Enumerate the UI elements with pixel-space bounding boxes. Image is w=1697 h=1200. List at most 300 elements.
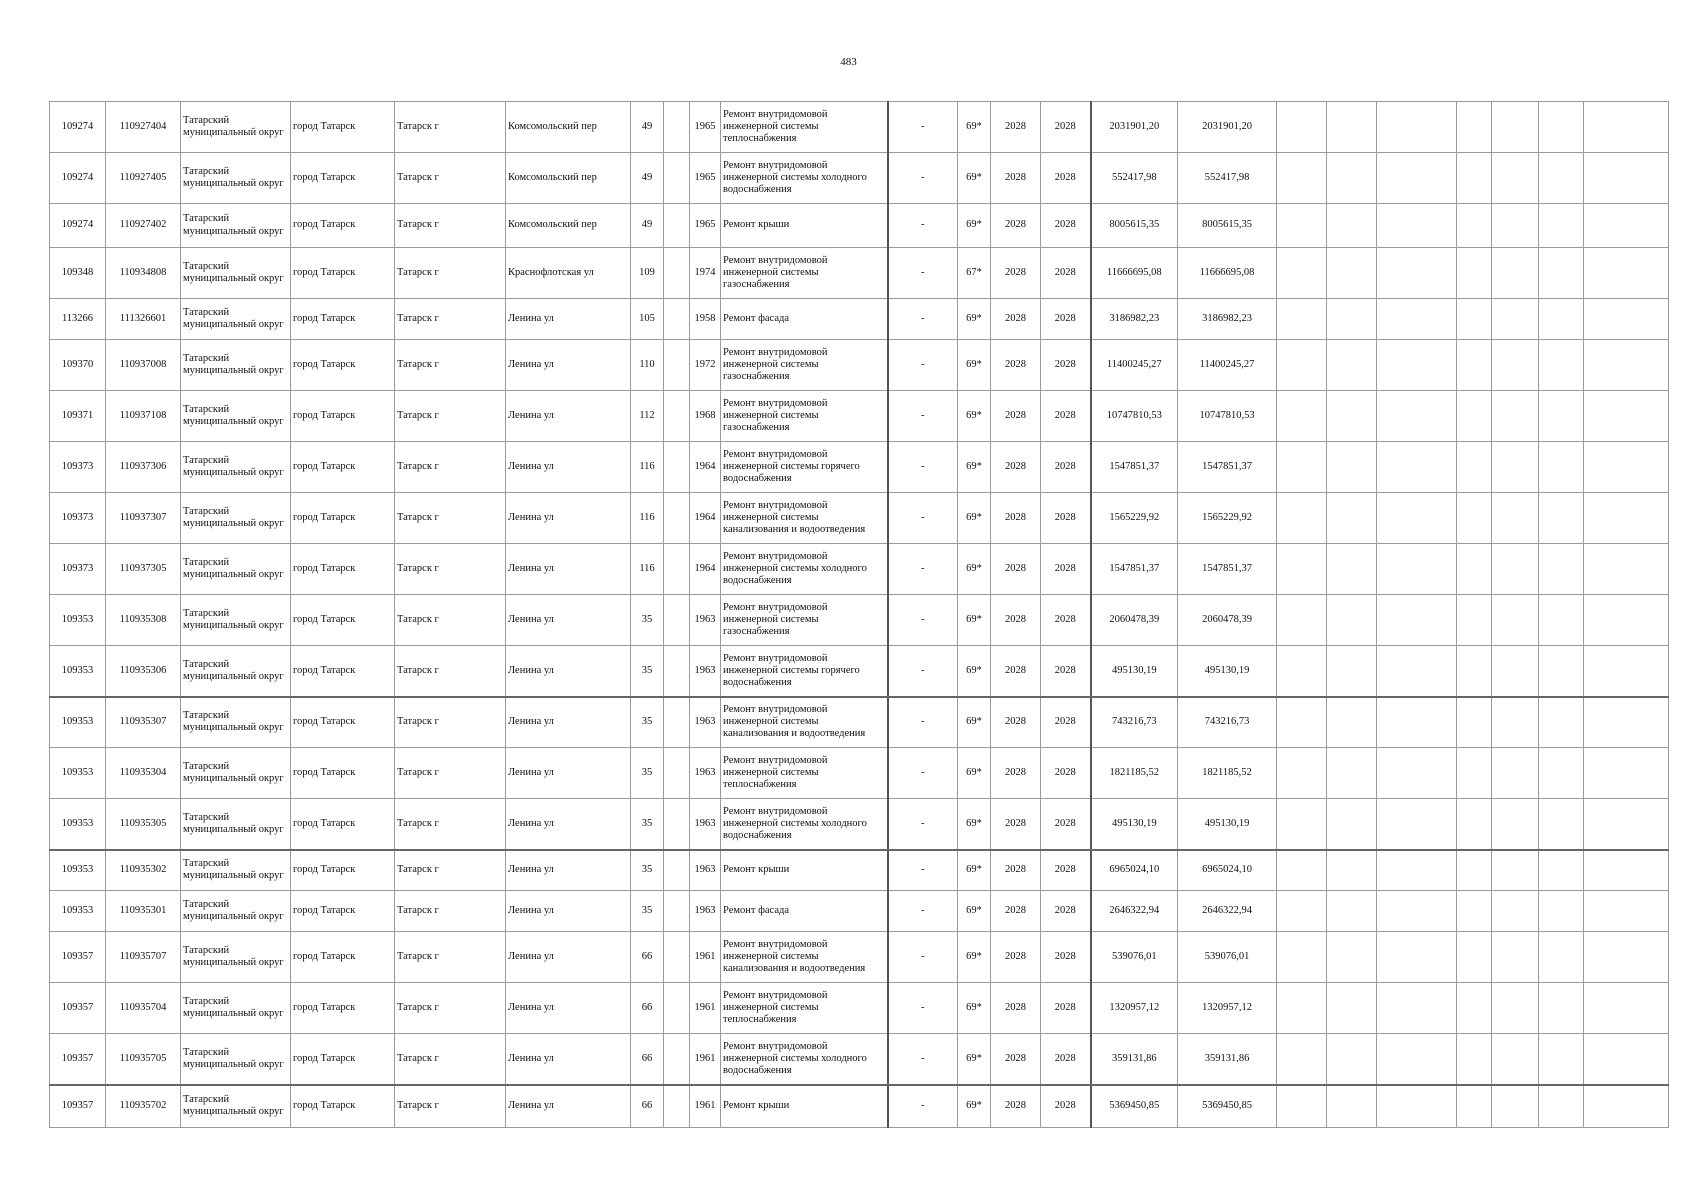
cell-locality: Татарск г bbox=[395, 595, 506, 646]
cell-year-built: 1963 bbox=[690, 799, 721, 850]
cell-municipality: Татарский муниципальный округ bbox=[181, 1034, 291, 1085]
cell-extra-2 bbox=[1327, 799, 1377, 850]
cell-wear-percent: 69* bbox=[958, 153, 991, 204]
cell-work-id: 110935707 bbox=[106, 932, 181, 983]
cell-street: Ленина ул bbox=[506, 340, 631, 391]
cell-cost: 743216,73 bbox=[1091, 697, 1178, 748]
table-row bbox=[50, 391, 1669, 442]
cell-building bbox=[664, 1085, 690, 1128]
cell-extra-3 bbox=[1377, 891, 1457, 932]
cell-municipality: Татарский муниципальный округ bbox=[181, 983, 291, 1034]
cell-year-built: 1958 bbox=[690, 299, 721, 340]
cell-extra-7 bbox=[1584, 891, 1669, 932]
cell-work-type: Ремонт внутридомовой инженерной системы теплоснабжения bbox=[721, 748, 888, 799]
cell-year-end: 2028 bbox=[1041, 153, 1091, 204]
cell-extra-5 bbox=[1492, 391, 1539, 442]
cell-work-type: Ремонт внутридомовой инженерной системы горячего водоснабжения bbox=[721, 442, 888, 493]
cell-house-number: 105 bbox=[631, 299, 664, 340]
cell-building bbox=[664, 544, 690, 595]
cell-year-start: 2028 bbox=[991, 391, 1041, 442]
cell-cost: 1320957,12 bbox=[1091, 983, 1178, 1034]
cell-building bbox=[664, 748, 690, 799]
cell-extra-1 bbox=[1277, 391, 1327, 442]
cell-locality: Татарск г bbox=[395, 299, 506, 340]
cell-extra-4 bbox=[1457, 748, 1492, 799]
cell-wear-percent: 69* bbox=[958, 983, 991, 1034]
cell-street: Ленина ул bbox=[506, 646, 631, 697]
cell-extra-6 bbox=[1539, 697, 1584, 748]
cell-settlement: город Татарск bbox=[291, 102, 395, 153]
cell-extra-2 bbox=[1327, 544, 1377, 595]
cell-extra-3 bbox=[1377, 544, 1457, 595]
cell-extra-7 bbox=[1584, 102, 1669, 153]
cell-extra-7 bbox=[1584, 850, 1669, 891]
table-row bbox=[50, 102, 1669, 153]
cell-extra-6 bbox=[1539, 1034, 1584, 1085]
cell-work-id: 110935705 bbox=[106, 1034, 181, 1085]
cell-locality: Татарск г bbox=[395, 891, 506, 932]
cell-building bbox=[664, 850, 690, 891]
cell-work-id: 110935302 bbox=[106, 850, 181, 891]
cell-work-id: 110935308 bbox=[106, 595, 181, 646]
cell-extra-7 bbox=[1584, 697, 1669, 748]
cell-extra-3 bbox=[1377, 493, 1457, 544]
cell-wear-percent: 69* bbox=[958, 748, 991, 799]
cell-year-end: 2028 bbox=[1041, 493, 1091, 544]
cell-note: - bbox=[888, 850, 958, 891]
cell-cost: 2060478,39 bbox=[1091, 595, 1178, 646]
table-row bbox=[50, 442, 1669, 493]
table-row bbox=[50, 299, 1669, 340]
cell-cost-total: 359131,86 bbox=[1178, 1034, 1277, 1085]
cell-work-id: 110935306 bbox=[106, 646, 181, 697]
cell-year-start: 2028 bbox=[991, 340, 1041, 391]
cell-locality: Татарск г bbox=[395, 102, 506, 153]
cell-locality: Татарск г bbox=[395, 983, 506, 1034]
cell-work-id: 110935702 bbox=[106, 1085, 181, 1128]
cell-work-type: Ремонт внутридомовой инженерной системы холодного водоснабжения bbox=[721, 799, 888, 850]
cell-extra-6 bbox=[1539, 493, 1584, 544]
cell-extra-4 bbox=[1457, 544, 1492, 595]
cell-street: Комсомольский пер bbox=[506, 153, 631, 204]
cell-extra-5 bbox=[1492, 646, 1539, 697]
cell-extra-3 bbox=[1377, 983, 1457, 1034]
cell-work-type: Ремонт внутридомовой инженерной системы канализования и водоотведения bbox=[721, 697, 888, 748]
cell-settlement: город Татарск bbox=[291, 204, 395, 248]
cell-extra-3 bbox=[1377, 595, 1457, 646]
cell-year-built: 1963 bbox=[690, 891, 721, 932]
cell-cost-total: 552417,98 bbox=[1178, 153, 1277, 204]
cell-note: - bbox=[888, 799, 958, 850]
cell-work-type: Ремонт внутридомовой инженерной системы теплоснабжения bbox=[721, 102, 888, 153]
cell-extra-3 bbox=[1377, 340, 1457, 391]
cell-extra-7 bbox=[1584, 646, 1669, 697]
cell-extra-3 bbox=[1377, 646, 1457, 697]
cell-year-start: 2028 bbox=[991, 248, 1041, 299]
cell-extra-2 bbox=[1327, 697, 1377, 748]
cell-extra-7 bbox=[1584, 340, 1669, 391]
cell-street: Ленина ул bbox=[506, 697, 631, 748]
cell-extra-3 bbox=[1377, 697, 1457, 748]
cell-building bbox=[664, 983, 690, 1034]
cell-street: Ленина ул bbox=[506, 493, 631, 544]
cell-year-end: 2028 bbox=[1041, 299, 1091, 340]
cell-house-id: 109373 bbox=[50, 493, 106, 544]
cell-extra-5 bbox=[1492, 891, 1539, 932]
cell-cost: 552417,98 bbox=[1091, 153, 1178, 204]
cell-extra-5 bbox=[1492, 697, 1539, 748]
cell-cost: 1565229,92 bbox=[1091, 493, 1178, 544]
page-number: 483 bbox=[840, 56, 857, 68]
cell-building bbox=[664, 1034, 690, 1085]
cell-street: Ленина ул bbox=[506, 983, 631, 1034]
cell-house-number: 35 bbox=[631, 748, 664, 799]
cell-extra-2 bbox=[1327, 646, 1377, 697]
cell-house-number: 66 bbox=[631, 932, 664, 983]
cell-house-number: 49 bbox=[631, 204, 664, 248]
cell-cost: 1547851,37 bbox=[1091, 442, 1178, 493]
cell-year-end: 2028 bbox=[1041, 204, 1091, 248]
cell-cost-total: 2031901,20 bbox=[1178, 102, 1277, 153]
cell-municipality: Татарский муниципальный округ bbox=[181, 248, 291, 299]
cell-year-end: 2028 bbox=[1041, 442, 1091, 493]
cell-work-type: Ремонт внутридомовой инженерной системы газоснабжения bbox=[721, 340, 888, 391]
cell-work-type: Ремонт внутридомовой инженерной системы холодного водоснабжения bbox=[721, 544, 888, 595]
cell-year-start: 2028 bbox=[991, 891, 1041, 932]
cell-wear-percent: 69* bbox=[958, 697, 991, 748]
cell-year-start: 2028 bbox=[991, 442, 1041, 493]
cell-municipality: Татарский муниципальный округ bbox=[181, 748, 291, 799]
cell-extra-1 bbox=[1277, 799, 1327, 850]
cell-work-id: 110937306 bbox=[106, 442, 181, 493]
cell-work-type: Ремонт крыши bbox=[721, 204, 888, 248]
cell-locality: Татарск г bbox=[395, 932, 506, 983]
cell-extra-3 bbox=[1377, 204, 1457, 248]
cell-year-start: 2028 bbox=[991, 153, 1041, 204]
cell-year-end: 2028 bbox=[1041, 544, 1091, 595]
cell-extra-1 bbox=[1277, 248, 1327, 299]
cell-municipality: Татарский муниципальный округ bbox=[181, 891, 291, 932]
cell-year-end: 2028 bbox=[1041, 850, 1091, 891]
cell-street: Краснофлотская ул bbox=[506, 248, 631, 299]
cell-locality: Татарск г bbox=[395, 1085, 506, 1128]
cell-street: Комсомольский пер bbox=[506, 204, 631, 248]
cell-extra-6 bbox=[1539, 891, 1584, 932]
cell-cost: 10747810,53 bbox=[1091, 391, 1178, 442]
cell-cost: 5369450,85 bbox=[1091, 1085, 1178, 1128]
cell-note: - bbox=[888, 248, 958, 299]
cell-cost-total: 495130,19 bbox=[1178, 646, 1277, 697]
cell-wear-percent: 67* bbox=[958, 248, 991, 299]
cell-house-id: 109357 bbox=[50, 983, 106, 1034]
cell-note: - bbox=[888, 442, 958, 493]
cell-extra-7 bbox=[1584, 1085, 1669, 1128]
cell-extra-1 bbox=[1277, 544, 1327, 595]
table-row bbox=[50, 493, 1669, 544]
cell-extra-7 bbox=[1584, 595, 1669, 646]
cell-year-start: 2028 bbox=[991, 299, 1041, 340]
cell-house-number: 35 bbox=[631, 697, 664, 748]
cell-settlement: город Татарск bbox=[291, 248, 395, 299]
cell-house-id: 109371 bbox=[50, 391, 106, 442]
cell-settlement: город Татарск bbox=[291, 799, 395, 850]
table-row bbox=[50, 595, 1669, 646]
cell-extra-1 bbox=[1277, 102, 1327, 153]
cell-building bbox=[664, 102, 690, 153]
cell-extra-2 bbox=[1327, 595, 1377, 646]
cell-extra-4 bbox=[1457, 1034, 1492, 1085]
cell-settlement: город Татарск bbox=[291, 646, 395, 697]
cell-year-built: 1968 bbox=[690, 391, 721, 442]
cell-extra-7 bbox=[1584, 442, 1669, 493]
cell-cost-total: 3186982,23 bbox=[1178, 299, 1277, 340]
cell-extra-6 bbox=[1539, 340, 1584, 391]
cell-municipality: Татарский муниципальный округ bbox=[181, 850, 291, 891]
cell-year-end: 2028 bbox=[1041, 248, 1091, 299]
cell-street: Ленина ул bbox=[506, 891, 631, 932]
cell-extra-1 bbox=[1277, 153, 1327, 204]
cell-extra-5 bbox=[1492, 1034, 1539, 1085]
cell-cost-total: 5369450,85 bbox=[1178, 1085, 1277, 1128]
cell-extra-7 bbox=[1584, 391, 1669, 442]
cell-work-id: 110937108 bbox=[106, 391, 181, 442]
cell-year-start: 2028 bbox=[991, 1034, 1041, 1085]
cell-extra-6 bbox=[1539, 646, 1584, 697]
cell-settlement: город Татарск bbox=[291, 697, 395, 748]
table-row bbox=[50, 544, 1669, 595]
cell-house-id: 109370 bbox=[50, 340, 106, 391]
cell-street: Комсомольский пер bbox=[506, 102, 631, 153]
cell-extra-3 bbox=[1377, 748, 1457, 799]
cell-house-number: 116 bbox=[631, 544, 664, 595]
cell-year-end: 2028 bbox=[1041, 340, 1091, 391]
cell-extra-6 bbox=[1539, 299, 1584, 340]
cell-extra-3 bbox=[1377, 299, 1457, 340]
cell-street: Ленина ул bbox=[506, 299, 631, 340]
cell-house-number: 109 bbox=[631, 248, 664, 299]
table-row bbox=[50, 799, 1669, 850]
cell-house-number: 66 bbox=[631, 1034, 664, 1085]
cell-house-number: 35 bbox=[631, 595, 664, 646]
cell-extra-6 bbox=[1539, 850, 1584, 891]
cell-extra-4 bbox=[1457, 932, 1492, 983]
cell-extra-6 bbox=[1539, 748, 1584, 799]
cell-building bbox=[664, 932, 690, 983]
cell-work-id: 110934808 bbox=[106, 248, 181, 299]
cell-street: Ленина ул bbox=[506, 1034, 631, 1085]
cell-extra-7 bbox=[1584, 983, 1669, 1034]
cell-wear-percent: 69* bbox=[958, 340, 991, 391]
cell-year-built: 1963 bbox=[690, 646, 721, 697]
cell-year-end: 2028 bbox=[1041, 932, 1091, 983]
cell-locality: Татарск г bbox=[395, 493, 506, 544]
cell-house-id: 109373 bbox=[50, 544, 106, 595]
cell-street: Ленина ул bbox=[506, 748, 631, 799]
cell-house-id: 109373 bbox=[50, 442, 106, 493]
cell-extra-4 bbox=[1457, 1085, 1492, 1128]
cell-extra-2 bbox=[1327, 153, 1377, 204]
cell-wear-percent: 69* bbox=[958, 493, 991, 544]
cell-locality: Татарск г bbox=[395, 544, 506, 595]
cell-year-built: 1963 bbox=[690, 748, 721, 799]
cell-street: Ленина ул bbox=[506, 850, 631, 891]
cell-year-built: 1963 bbox=[690, 850, 721, 891]
cell-house-id: 109353 bbox=[50, 748, 106, 799]
cell-locality: Татарск г bbox=[395, 153, 506, 204]
cell-extra-1 bbox=[1277, 493, 1327, 544]
table-row bbox=[50, 153, 1669, 204]
cell-extra-5 bbox=[1492, 799, 1539, 850]
cell-locality: Татарск г bbox=[395, 340, 506, 391]
cell-settlement: город Татарск bbox=[291, 544, 395, 595]
cell-note: - bbox=[888, 646, 958, 697]
cell-settlement: город Татарск bbox=[291, 1085, 395, 1128]
cell-work-type: Ремонт внутридомовой инженерной системы холодного водоснабжения bbox=[721, 153, 888, 204]
cell-extra-2 bbox=[1327, 340, 1377, 391]
table-row bbox=[50, 340, 1669, 391]
cell-settlement: город Татарск bbox=[291, 391, 395, 442]
cell-extra-2 bbox=[1327, 204, 1377, 248]
cell-year-end: 2028 bbox=[1041, 748, 1091, 799]
cell-extra-4 bbox=[1457, 799, 1492, 850]
cell-year-start: 2028 bbox=[991, 983, 1041, 1034]
cell-wear-percent: 69* bbox=[958, 891, 991, 932]
cell-house-number: 116 bbox=[631, 493, 664, 544]
cell-extra-7 bbox=[1584, 544, 1669, 595]
cell-extra-5 bbox=[1492, 442, 1539, 493]
cell-extra-3 bbox=[1377, 442, 1457, 493]
cell-locality: Татарск г bbox=[395, 204, 506, 248]
cell-extra-6 bbox=[1539, 204, 1584, 248]
cell-extra-2 bbox=[1327, 1085, 1377, 1128]
table-row bbox=[50, 983, 1669, 1034]
cell-house-id: 109353 bbox=[50, 697, 106, 748]
cell-extra-4 bbox=[1457, 891, 1492, 932]
cell-extra-2 bbox=[1327, 748, 1377, 799]
cell-extra-5 bbox=[1492, 248, 1539, 299]
cell-settlement: город Татарск bbox=[291, 748, 395, 799]
cell-extra-2 bbox=[1327, 983, 1377, 1034]
cell-extra-2 bbox=[1327, 493, 1377, 544]
cell-extra-4 bbox=[1457, 493, 1492, 544]
cell-extra-2 bbox=[1327, 850, 1377, 891]
cell-extra-7 bbox=[1584, 932, 1669, 983]
cell-year-start: 2028 bbox=[991, 493, 1041, 544]
cell-extra-3 bbox=[1377, 850, 1457, 891]
cell-cost-total: 1821185,52 bbox=[1178, 748, 1277, 799]
cell-locality: Татарск г bbox=[395, 799, 506, 850]
cell-house-number: 66 bbox=[631, 983, 664, 1034]
cell-extra-5 bbox=[1492, 850, 1539, 891]
cell-work-type: Ремонт внутридомовой инженерной системы холодного водоснабжения bbox=[721, 1034, 888, 1085]
cell-house-number: 112 bbox=[631, 391, 664, 442]
cell-extra-6 bbox=[1539, 932, 1584, 983]
cell-building bbox=[664, 391, 690, 442]
cell-extra-3 bbox=[1377, 1085, 1457, 1128]
cell-year-built: 1963 bbox=[690, 595, 721, 646]
cell-locality: Татарск г bbox=[395, 1034, 506, 1085]
cell-cost-total: 11400245,27 bbox=[1178, 340, 1277, 391]
cell-work-id: 110935305 bbox=[106, 799, 181, 850]
cell-year-built: 1965 bbox=[690, 153, 721, 204]
cell-house-id: 109353 bbox=[50, 850, 106, 891]
cell-work-type: Ремонт внутридомовой инженерной системы горячего водоснабжения bbox=[721, 646, 888, 697]
cell-house-id: 109348 bbox=[50, 248, 106, 299]
cell-year-built: 1963 bbox=[690, 697, 721, 748]
cell-settlement: город Татарск bbox=[291, 1034, 395, 1085]
cell-settlement: город Татарск bbox=[291, 442, 395, 493]
cell-year-start: 2028 bbox=[991, 697, 1041, 748]
cell-extra-3 bbox=[1377, 248, 1457, 299]
cell-extra-1 bbox=[1277, 983, 1327, 1034]
cell-house-number: 49 bbox=[631, 153, 664, 204]
cell-house-id: 109274 bbox=[50, 102, 106, 153]
cell-street: Ленина ул bbox=[506, 442, 631, 493]
cell-wear-percent: 69* bbox=[958, 595, 991, 646]
cell-extra-5 bbox=[1492, 204, 1539, 248]
table-row bbox=[50, 646, 1669, 697]
cell-municipality: Татарский муниципальный округ bbox=[181, 442, 291, 493]
cell-note: - bbox=[888, 697, 958, 748]
cell-house-number: 35 bbox=[631, 850, 664, 891]
cell-building bbox=[664, 891, 690, 932]
cell-building bbox=[664, 493, 690, 544]
cell-cost: 2031901,20 bbox=[1091, 102, 1178, 153]
cell-extra-6 bbox=[1539, 983, 1584, 1034]
cell-house-id: 109353 bbox=[50, 799, 106, 850]
cell-extra-5 bbox=[1492, 102, 1539, 153]
cell-extra-6 bbox=[1539, 102, 1584, 153]
cell-extra-7 bbox=[1584, 493, 1669, 544]
cell-note: - bbox=[888, 932, 958, 983]
cell-cost: 11400245,27 bbox=[1091, 340, 1178, 391]
cell-wear-percent: 69* bbox=[958, 544, 991, 595]
cell-house-id: 109357 bbox=[50, 1085, 106, 1128]
cell-settlement: город Татарск bbox=[291, 340, 395, 391]
cell-extra-2 bbox=[1327, 891, 1377, 932]
cell-settlement: город Татарск bbox=[291, 153, 395, 204]
cell-settlement: город Татарск bbox=[291, 595, 395, 646]
cell-note: - bbox=[888, 391, 958, 442]
cell-extra-3 bbox=[1377, 799, 1457, 850]
cell-extra-5 bbox=[1492, 932, 1539, 983]
cell-building bbox=[664, 299, 690, 340]
cell-year-start: 2028 bbox=[991, 204, 1041, 248]
cell-settlement: город Татарск bbox=[291, 850, 395, 891]
cell-work-id: 110927404 bbox=[106, 102, 181, 153]
cell-house-number: 35 bbox=[631, 799, 664, 850]
cell-year-built: 1972 bbox=[690, 340, 721, 391]
cell-cost-total: 2646322,94 bbox=[1178, 891, 1277, 932]
table-row bbox=[50, 204, 1669, 248]
cell-extra-7 bbox=[1584, 153, 1669, 204]
cell-extra-3 bbox=[1377, 932, 1457, 983]
cell-year-start: 2028 bbox=[991, 1085, 1041, 1128]
cell-building bbox=[664, 204, 690, 248]
cell-extra-7 bbox=[1584, 248, 1669, 299]
cell-cost-total: 495130,19 bbox=[1178, 799, 1277, 850]
cell-work-id: 110935301 bbox=[106, 891, 181, 932]
cell-extra-6 bbox=[1539, 248, 1584, 299]
cell-cost: 2646322,94 bbox=[1091, 891, 1178, 932]
cell-extra-4 bbox=[1457, 153, 1492, 204]
cell-house-number: 49 bbox=[631, 102, 664, 153]
cell-street: Ленина ул bbox=[506, 544, 631, 595]
cell-work-type: Ремонт внутридомовой инженерной системы газоснабжения bbox=[721, 391, 888, 442]
cell-extra-7 bbox=[1584, 204, 1669, 248]
cell-work-id: 110935307 bbox=[106, 697, 181, 748]
cell-extra-5 bbox=[1492, 493, 1539, 544]
